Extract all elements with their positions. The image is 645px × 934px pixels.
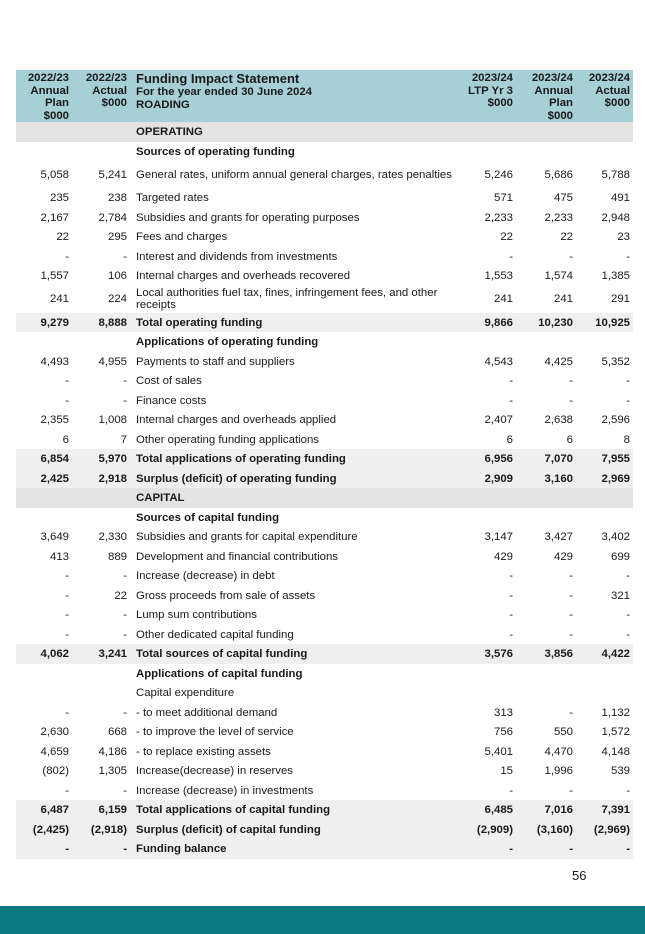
row-label: Targeted rates <box>136 192 209 205</box>
cell-actual-2023-24: 23 <box>617 231 630 244</box>
row-label: Internal charges and overheads recovered <box>136 270 351 283</box>
cell-actual-2023-24 <box>576 488 633 508</box>
header-actual-2023-24: 2023/24 Actual $000 <box>576 70 633 122</box>
cell-actual-2022-23: - <box>123 784 127 797</box>
cell-ltp-yr3-2023-24 <box>462 122 516 142</box>
cell-actual-2023-24: 5,788 <box>601 168 630 181</box>
cell-actual-2022-23 <box>72 142 130 162</box>
cell-actual-2023-24: 3,402 <box>601 531 630 544</box>
cell-actual-2022-23: 6,159 <box>72 800 130 820</box>
cell-annual-plan-2023-24 <box>516 508 576 528</box>
cell-annual-plan-2022-23: 4,659 <box>40 745 69 758</box>
cell-ltp-yr3-2023-24: 429 <box>493 550 513 563</box>
cell-actual-2022-23: 238 <box>107 192 127 205</box>
header-annual-plan-2022-23: 2022/23 Annual Plan $000 <box>16 70 72 122</box>
cell-ltp-yr3-2023-24: 2,407 <box>484 414 513 427</box>
cell-annual-plan-2023-24: - <box>516 839 576 859</box>
cell-annual-plan-2022-23: 4,493 <box>40 355 69 368</box>
cell-actual-2023-24: (2,969) <box>576 820 633 840</box>
table-row <box>16 605 633 625</box>
cell-annual-plan-2023-24 <box>516 683 576 703</box>
cell-ltp-yr3-2023-24: 5,401 <box>484 745 513 758</box>
cell-annual-plan-2023-24: 4,425 <box>544 355 573 368</box>
cell-annual-plan-2023-24: 3,427 <box>544 531 573 544</box>
cell-annual-plan-2022-23: 235 <box>49 192 69 205</box>
row-label: Surplus (deficit) of operating funding <box>130 469 462 489</box>
cell-annual-plan-2022-23 <box>16 664 72 684</box>
row-label: Fees and charges <box>136 231 228 244</box>
section-row <box>16 122 633 142</box>
cell-ltp-yr3-2023-24: 6 <box>506 433 513 446</box>
table-row <box>16 430 633 450</box>
cell-annual-plan-2023-24: 10,230 <box>516 313 576 333</box>
cell-annual-plan-2023-24 <box>516 332 576 352</box>
cell-actual-2023-24: 7,955 <box>576 449 633 469</box>
total-row <box>16 313 633 333</box>
cell-actual-2022-23: 668 <box>107 726 127 739</box>
cell-ltp-yr3-2023-24: 2,909 <box>462 469 516 489</box>
cell-annual-plan-2023-24: - <box>569 250 573 263</box>
row-label: Applications of operating funding <box>136 336 319 349</box>
table-body <box>16 122 633 859</box>
table-row <box>16 391 633 411</box>
cell-annual-plan-2023-24: 241 <box>553 293 573 306</box>
table-row <box>16 625 633 645</box>
cell-actual-2022-23: 2,784 <box>98 211 127 224</box>
cell-actual-2022-23: 295 <box>107 231 127 244</box>
row-label: Lump sum contributions <box>136 609 257 622</box>
cell-annual-plan-2022-23: - <box>65 628 69 641</box>
cell-actual-2022-23: - <box>123 628 127 641</box>
cell-actual-2023-24: - <box>626 394 630 407</box>
header-actual-2022-23: 2022/23 Actual $000 <box>72 70 130 122</box>
row-label: Total operating funding <box>130 313 462 333</box>
row-label: Total sources of capital funding <box>130 644 462 664</box>
cell-ltp-yr3-2023-24: 313 <box>493 706 513 719</box>
cell-annual-plan-2022-23: (802) <box>42 765 69 778</box>
cell-actual-2022-23: 4,186 <box>98 745 127 758</box>
row-label: Sources of operating funding <box>136 145 295 158</box>
cell-annual-plan-2022-23 <box>16 683 72 703</box>
table-row <box>16 227 633 247</box>
cell-annual-plan-2022-23: - <box>65 589 69 602</box>
row-label: - to improve the level of service <box>136 726 294 739</box>
row-label: Payments to staff and suppliers <box>136 355 295 368</box>
cell-annual-plan-2023-24: 4,470 <box>544 745 573 758</box>
cell-annual-plan-2022-23: 6 <box>62 433 69 446</box>
cell-actual-2023-24: - <box>576 839 633 859</box>
cell-actual-2022-23: 224 <box>107 293 127 306</box>
cell-actual-2022-23 <box>72 488 130 508</box>
row-label: - to meet additional demand <box>136 706 278 719</box>
cell-actual-2022-23: 5,241 <box>98 168 127 181</box>
total-row <box>16 469 633 489</box>
cell-actual-2022-23: 8,888 <box>72 313 130 333</box>
cell-actual-2022-23: 4,955 <box>98 355 127 368</box>
cell-annual-plan-2022-23: - <box>65 706 69 719</box>
table-header-row <box>16 70 633 122</box>
cell-annual-plan-2022-23: 9,279 <box>16 313 72 333</box>
cell-ltp-yr3-2023-24: 6,485 <box>462 800 516 820</box>
cell-actual-2023-24 <box>576 664 633 684</box>
cell-actual-2022-23 <box>72 508 130 528</box>
cell-annual-plan-2023-24: 7,070 <box>516 449 576 469</box>
row-label: Gross proceeds from sale of assets <box>136 589 316 602</box>
cell-actual-2022-23: - <box>72 839 130 859</box>
cell-annual-plan-2023-24: 22 <box>560 231 573 244</box>
cell-ltp-yr3-2023-24: 22 <box>500 231 513 244</box>
header-ltp-yr3-2023-24: 2023/24 LTP Yr 3 $000 <box>462 70 516 122</box>
row-label: Cost of sales <box>136 375 202 388</box>
cell-annual-plan-2022-23: - <box>65 394 69 407</box>
cell-ltp-yr3-2023-24: 3,576 <box>462 644 516 664</box>
cell-annual-plan-2022-23: - <box>65 570 69 583</box>
statement-title <box>130 70 462 122</box>
cell-actual-2022-23 <box>72 332 130 352</box>
row-label: Total applications of capital funding <box>130 800 462 820</box>
cell-annual-plan-2022-23: 2,630 <box>40 726 69 739</box>
cell-annual-plan-2022-23: 6,854 <box>16 449 72 469</box>
cell-annual-plan-2023-24: - <box>569 375 573 388</box>
funding-impact-statement-table <box>16 70 633 859</box>
header-annual-plan-2023-24: 2023/24 Annual Plan $000 <box>516 70 576 122</box>
row-label: Funding balance <box>130 839 462 859</box>
cell-ltp-yr3-2023-24: 5,246 <box>484 168 513 181</box>
subheading-row <box>16 332 633 352</box>
table-row <box>16 208 633 228</box>
table-row <box>16 703 633 723</box>
cell-annual-plan-2022-23: 22 <box>56 231 69 244</box>
table-row <box>16 410 633 430</box>
cell-annual-plan-2023-24: 7,016 <box>516 800 576 820</box>
row-label: Interest and dividends from investments <box>136 250 338 263</box>
funding-balance-row <box>16 839 633 859</box>
cell-ltp-yr3-2023-24: 241 <box>493 293 513 306</box>
table-row <box>16 371 633 391</box>
cell-ltp-yr3-2023-24: 2,233 <box>484 211 513 224</box>
cell-actual-2022-23: - <box>123 570 127 583</box>
cell-annual-plan-2022-23: - <box>65 784 69 797</box>
cell-annual-plan-2023-24: 550 <box>553 726 573 739</box>
cell-actual-2023-24: 5,352 <box>601 355 630 368</box>
cell-actual-2022-23: (2,918) <box>72 820 130 840</box>
cell-actual-2023-24 <box>576 122 633 142</box>
cell-annual-plan-2022-23: 2,425 <box>16 469 72 489</box>
cell-annual-plan-2022-23: 6,487 <box>16 800 72 820</box>
cell-annual-plan-2022-23: 5,058 <box>40 168 69 181</box>
cell-ltp-yr3-2023-24: - <box>509 589 513 602</box>
cell-actual-2023-24: - <box>626 609 630 622</box>
cell-ltp-yr3-2023-24: 6,956 <box>462 449 516 469</box>
cell-annual-plan-2023-24: - <box>569 570 573 583</box>
cell-annual-plan-2022-23: 4,062 <box>16 644 72 664</box>
table-row <box>16 527 633 547</box>
cell-annual-plan-2022-23 <box>16 332 72 352</box>
cell-actual-2023-24: 2,969 <box>576 469 633 489</box>
statement-period: For the year ended 30 June 2024 <box>136 86 312 98</box>
cell-annual-plan-2023-24: - <box>569 628 573 641</box>
cell-ltp-yr3-2023-24: 756 <box>493 726 513 739</box>
cell-ltp-yr3-2023-24: 4,543 <box>484 355 513 368</box>
table-row <box>16 247 633 267</box>
cell-actual-2023-24: 491 <box>610 192 630 205</box>
cell-annual-plan-2023-24: 2,233 <box>544 211 573 224</box>
cell-actual-2022-23 <box>72 683 130 703</box>
row-label: CAPITAL <box>130 488 462 508</box>
cell-ltp-yr3-2023-24 <box>462 332 516 352</box>
cell-ltp-yr3-2023-24: 15 <box>500 765 513 778</box>
cell-actual-2023-24: 1,385 <box>601 270 630 283</box>
cell-actual-2023-24: 4,148 <box>601 745 630 758</box>
cell-annual-plan-2022-23 <box>16 142 72 162</box>
cell-annual-plan-2022-23: 2,167 <box>40 211 69 224</box>
total-row <box>16 800 633 820</box>
cell-annual-plan-2023-24: - <box>569 784 573 797</box>
subheading-row <box>16 664 633 684</box>
table-row <box>16 566 633 586</box>
cell-annual-plan-2023-24: 3,856 <box>516 644 576 664</box>
cell-ltp-yr3-2023-24 <box>462 508 516 528</box>
cell-actual-2023-24: 1,572 <box>601 726 630 739</box>
cell-annual-plan-2023-24: - <box>569 706 573 719</box>
cell-ltp-yr3-2023-24: 3,147 <box>484 531 513 544</box>
cell-annual-plan-2023-24: - <box>569 609 573 622</box>
cell-annual-plan-2023-24: 2,638 <box>544 414 573 427</box>
cell-actual-2023-24: 291 <box>610 293 630 306</box>
cell-actual-2022-23: 106 <box>107 270 127 283</box>
cell-ltp-yr3-2023-24: 1,553 <box>484 270 513 283</box>
row-label: Other dedicated capital funding <box>136 628 294 641</box>
cell-annual-plan-2023-24: 6 <box>566 433 573 446</box>
cell-actual-2022-23: - <box>123 394 127 407</box>
cell-actual-2022-23: 5,970 <box>72 449 130 469</box>
cell-actual-2022-23: - <box>123 609 127 622</box>
cell-actual-2022-23: - <box>123 250 127 263</box>
cell-actual-2023-24: 699 <box>610 550 630 563</box>
cell-annual-plan-2023-24 <box>516 664 576 684</box>
cell-ltp-yr3-2023-24: - <box>509 784 513 797</box>
cell-actual-2022-23 <box>72 664 130 684</box>
cell-actual-2022-23: 889 <box>107 550 127 563</box>
cell-actual-2023-24: 539 <box>610 765 630 778</box>
cell-actual-2022-23: - <box>123 375 127 388</box>
cell-actual-2022-23: - <box>123 706 127 719</box>
cell-ltp-yr3-2023-24: - <box>509 609 513 622</box>
table-row <box>16 188 633 208</box>
row-label: Sources of capital funding <box>136 511 280 524</box>
cell-annual-plan-2022-23 <box>16 508 72 528</box>
table-row <box>16 742 633 762</box>
cell-annual-plan-2022-23: 413 <box>49 550 69 563</box>
row-label: Local authorities fuel tax, fines, infringement fees, and other receipts <box>136 287 438 312</box>
footer-band <box>0 906 645 934</box>
table-row <box>16 161 633 188</box>
row-label: Surplus (deficit) of capital funding <box>130 820 462 840</box>
cell-actual-2023-24: 321 <box>610 589 630 602</box>
cell-annual-plan-2022-23: - <box>65 375 69 388</box>
cell-annual-plan-2023-24 <box>516 142 576 162</box>
cell-actual-2022-23: 2,918 <box>72 469 130 489</box>
cell-ltp-yr3-2023-24: - <box>509 628 513 641</box>
row-label: Increase(decrease) in reserves <box>136 765 294 778</box>
cell-ltp-yr3-2023-24: 571 <box>493 192 513 205</box>
row-label: Subsidies and grants for capital expenditure <box>136 531 358 544</box>
row-label: Increase (decrease) in investments <box>136 784 314 797</box>
cell-annual-plan-2023-24: 1,574 <box>544 270 573 283</box>
cell-actual-2023-24: 2,596 <box>601 414 630 427</box>
cell-ltp-yr3-2023-24 <box>462 664 516 684</box>
table-row <box>16 547 633 567</box>
cell-ltp-yr3-2023-24: - <box>509 394 513 407</box>
table-row <box>16 683 633 703</box>
cell-annual-plan-2023-24: 1,996 <box>544 765 573 778</box>
cell-ltp-yr3-2023-24 <box>462 683 516 703</box>
table-row <box>16 781 633 801</box>
page-number: 56 <box>572 868 587 883</box>
row-label: Total applications of operating funding <box>130 449 462 469</box>
cell-actual-2023-24: - <box>626 250 630 263</box>
cell-actual-2023-24 <box>576 683 633 703</box>
cell-annual-plan-2022-23: - <box>16 839 72 859</box>
cell-ltp-yr3-2023-24: - <box>509 375 513 388</box>
subheading-row <box>16 142 633 162</box>
cell-actual-2022-23: 1,305 <box>98 765 127 778</box>
cell-annual-plan-2023-24 <box>516 122 576 142</box>
cell-ltp-yr3-2023-24 <box>462 142 516 162</box>
row-label: OPERATING <box>130 122 462 142</box>
cell-actual-2023-24 <box>576 332 633 352</box>
cell-annual-plan-2022-23: (2,425) <box>16 820 72 840</box>
cell-actual-2023-24 <box>576 142 633 162</box>
table-row <box>16 761 633 781</box>
table-row <box>16 286 633 313</box>
cell-actual-2022-23: 22 <box>114 589 127 602</box>
cell-actual-2022-23: 2,330 <box>98 531 127 544</box>
cell-annual-plan-2022-23: - <box>65 609 69 622</box>
cell-annual-plan-2022-23: - <box>65 250 69 263</box>
cell-annual-plan-2023-24: 429 <box>553 550 573 563</box>
cell-annual-plan-2023-24: 475 <box>553 192 573 205</box>
cell-annual-plan-2022-23: 1,557 <box>40 270 69 283</box>
cell-ltp-yr3-2023-24: (2,909) <box>462 820 516 840</box>
row-label: Other operating funding applications <box>136 433 320 446</box>
cell-actual-2023-24: - <box>626 375 630 388</box>
page-title: Funding Impact Statement <box>136 71 300 86</box>
cell-actual-2023-24 <box>576 508 633 528</box>
cell-ltp-yr3-2023-24: - <box>509 570 513 583</box>
row-label: Capital expenditure <box>136 687 235 700</box>
table-row <box>16 722 633 742</box>
row-label: Internal charges and overheads applied <box>136 414 337 427</box>
cell-actual-2023-24: - <box>626 570 630 583</box>
cell-ltp-yr3-2023-24: - <box>462 839 516 859</box>
total-row <box>16 644 633 664</box>
cell-annual-plan-2023-24: (3,160) <box>516 820 576 840</box>
cell-actual-2023-24: 2,948 <box>601 211 630 224</box>
cell-ltp-yr3-2023-24 <box>462 488 516 508</box>
cell-actual-2023-24: 8 <box>623 433 630 446</box>
table-row <box>16 352 633 372</box>
cell-actual-2022-23: 7 <box>120 433 127 446</box>
cell-annual-plan-2022-23 <box>16 488 72 508</box>
cell-annual-plan-2022-23: 241 <box>49 293 69 306</box>
cell-actual-2023-24: 4,422 <box>576 644 633 664</box>
cell-actual-2023-24: - <box>626 628 630 641</box>
row-label: Finance costs <box>136 394 207 407</box>
cell-annual-plan-2023-24 <box>516 488 576 508</box>
cell-actual-2023-24: - <box>626 784 630 797</box>
subheading-row <box>16 508 633 528</box>
row-label: Subsidies and grants for operating purposes <box>136 211 360 224</box>
table-row <box>16 266 633 286</box>
total-row <box>16 449 633 469</box>
cell-actual-2023-24: 7,391 <box>576 800 633 820</box>
cell-ltp-yr3-2023-24: - <box>509 250 513 263</box>
cell-annual-plan-2022-23: 3,649 <box>40 531 69 544</box>
total-row <box>16 820 633 840</box>
row-label: - to replace existing assets <box>136 745 271 758</box>
cell-actual-2023-24: 1,132 <box>601 706 630 719</box>
cell-actual-2022-23: 3,241 <box>72 644 130 664</box>
cell-actual-2022-23 <box>72 122 130 142</box>
activity-name: ROADING <box>136 98 190 111</box>
row-label: General rates, uniform annual general charges, rates penalties <box>136 168 452 181</box>
cell-annual-plan-2022-23: 2,355 <box>40 414 69 427</box>
row-label: Increase (decrease) in debt <box>136 570 275 583</box>
cell-annual-plan-2023-24: 3,160 <box>516 469 576 489</box>
cell-annual-plan-2023-24: - <box>569 589 573 602</box>
cell-annual-plan-2022-23 <box>16 122 72 142</box>
table-row <box>16 586 633 606</box>
cell-actual-2023-24: 10,925 <box>576 313 633 333</box>
cell-ltp-yr3-2023-24: 9,866 <box>462 313 516 333</box>
cell-annual-plan-2023-24: 5,686 <box>544 168 573 181</box>
cell-actual-2022-23: 1,008 <box>98 414 127 427</box>
cell-annual-plan-2023-24: - <box>569 394 573 407</box>
section-row <box>16 488 633 508</box>
row-label: Applications of capital funding <box>136 667 303 680</box>
row-label: Development and financial contributions <box>136 550 338 563</box>
